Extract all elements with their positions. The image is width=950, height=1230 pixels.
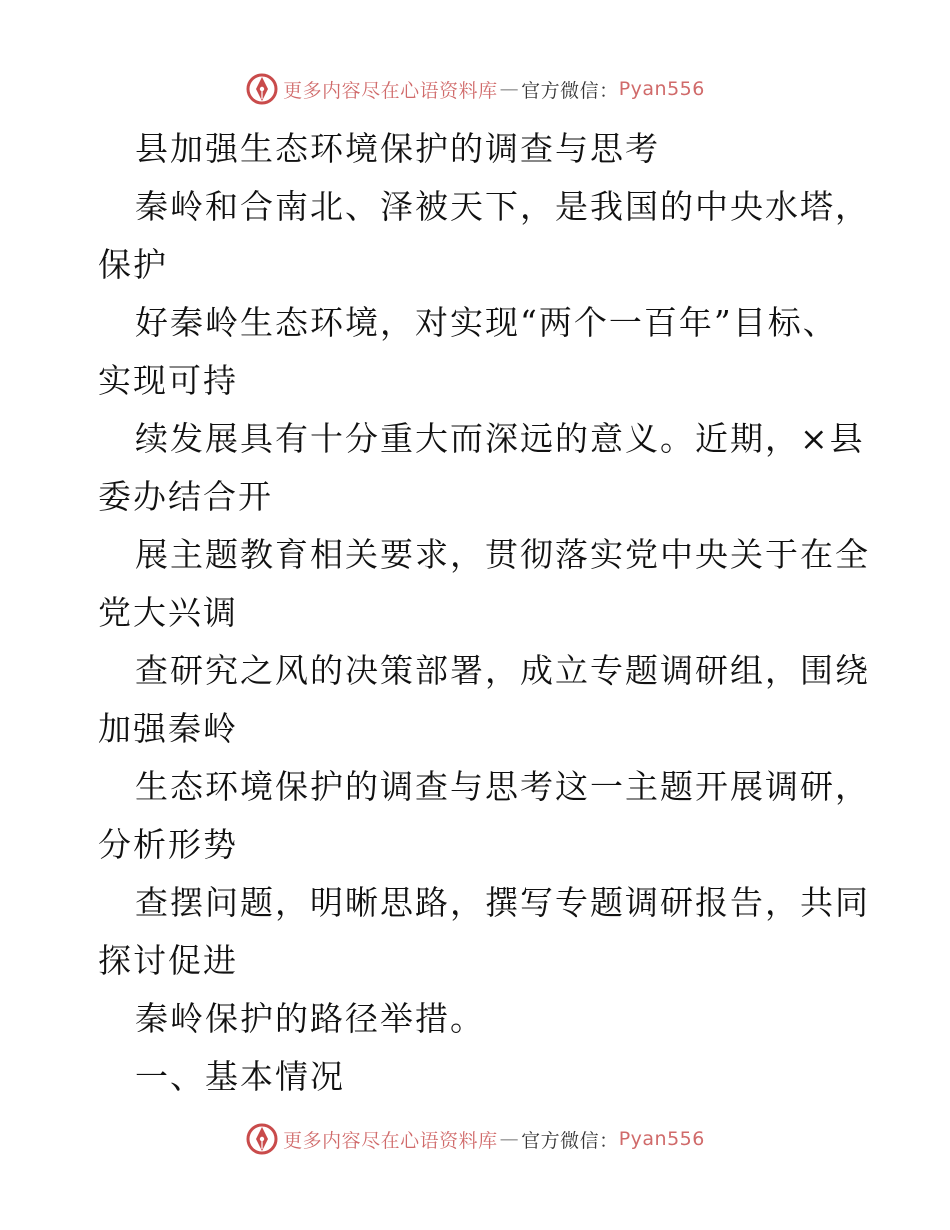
paragraph-line: 加强秦岭 (98, 709, 238, 748)
banner-wechat-id: Pyan556 (618, 1128, 705, 1150)
paragraph-line: 秦岭和合南北、泽被天下，是我国的中央水塔， (135, 187, 870, 226)
footer-watermark-banner (0, 1122, 950, 1156)
banner-text: 更多内容尽在心语资料库 (283, 1129, 498, 1152)
paragraph-line: 保护 (98, 245, 168, 284)
banner-separator: — (499, 1128, 520, 1150)
banner-text: 更多内容尽在心语资料库 (283, 79, 498, 102)
paragraph-line: 查研究之风的决策部署，成立专题调研组，围绕 (135, 651, 870, 690)
paragraph-line: 委办结合开 (98, 477, 273, 516)
document-body (98, 120, 870, 1106)
paragraph-line: 生态环境保护的调查与思考这一主题开展调研， (135, 767, 870, 806)
paragraph-line: 探讨促进 (98, 941, 238, 980)
banner-separator: — (499, 78, 520, 100)
document-title-line: 县加强生态环境保护的调查与思考 (135, 129, 660, 168)
pen-nib-logo-icon (245, 72, 279, 106)
paragraph-line: 实现可持 (98, 361, 238, 400)
paragraph-line: 秦岭保护的路径举措。 (135, 999, 485, 1038)
banner-wechat-label: 官方微信： (521, 79, 619, 102)
header-watermark-banner (0, 72, 950, 106)
paragraph-line: 查摆问题，明晰思路，撰写专题调研报告，共同 (135, 883, 870, 922)
banner-wechat-label: 官方微信： (521, 1129, 619, 1152)
paragraph-line: 分析形势 (98, 825, 238, 864)
paragraph-line: 一、基本情况 (135, 1057, 345, 1096)
paragraph-line: 展主题教育相关要求，贯彻落实党中央关于在全 (135, 535, 870, 574)
pen-nib-logo-icon (245, 1122, 279, 1156)
banner-wechat-id: Pyan556 (618, 78, 705, 100)
paragraph-line: 党大兴调 (98, 593, 238, 632)
paragraph-line: 续发展具有十分重大而深远的意义。近期，×县 (135, 419, 865, 458)
paragraph-line: 好秦岭生态环境，对实现“两个一百年”目标、 (135, 303, 838, 342)
